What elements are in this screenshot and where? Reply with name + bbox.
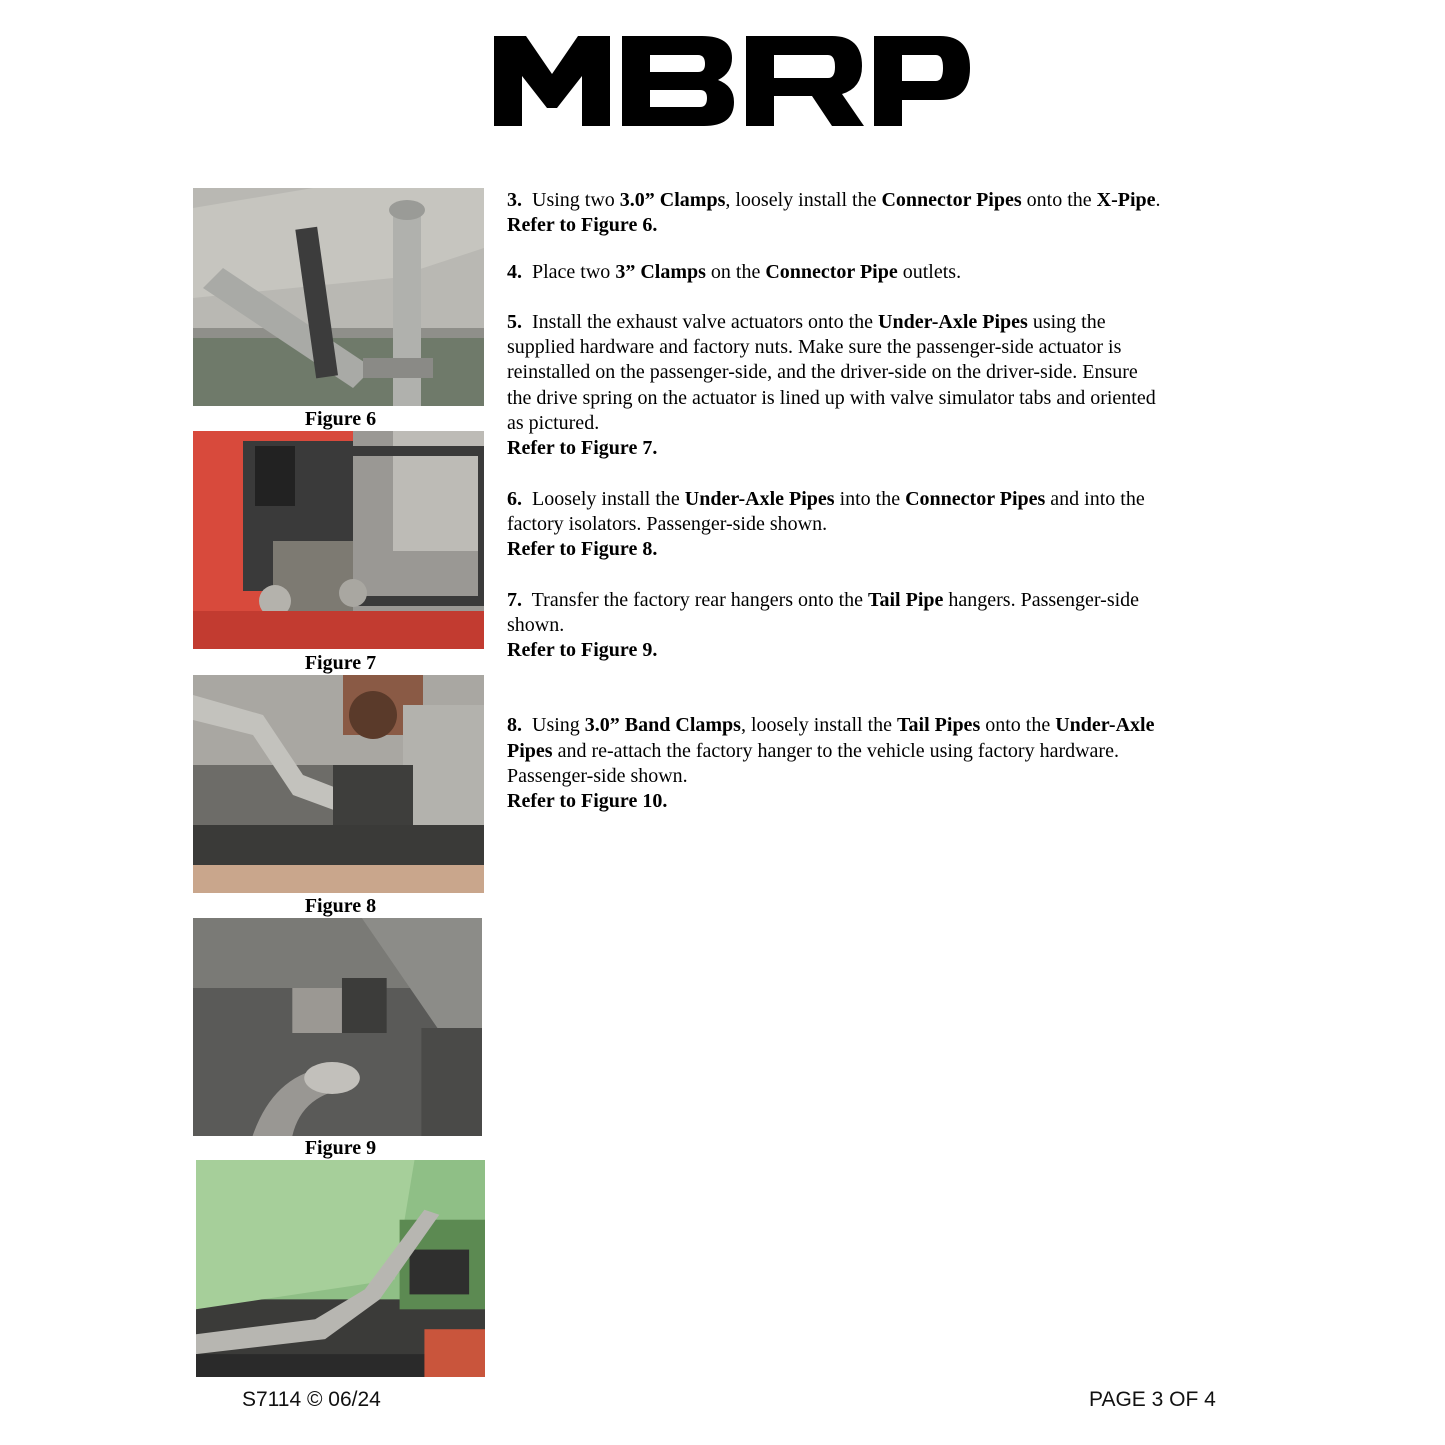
text-segment: and re-attach the factory hanger to the vehicle using factory hardware. Passenger-side shown. <box>507 739 1119 788</box>
figure-7-caption: Figure 7 <box>304 652 377 674</box>
text-segment: Under-Axle Pipes <box>878 310 1028 333</box>
figure-10-photo <box>196 1160 485 1377</box>
text-segment: using the supplied hardware and factory nuts. Make sure the passenger-side actuator is reinstalled on the passenger-side, and the driver-side on the driver-side. Ensure the drive spring on the actuator is lined up with valve simulator tabs and oriented as pictured. <box>507 310 1156 435</box>
figure-reference: Refer to Figure 9. <box>507 639 658 662</box>
page-number: PAGE 3 OF 4 <box>1089 1388 1216 1411</box>
mbrp-logo <box>494 36 970 126</box>
text-segment: Using two <box>532 189 620 211</box>
step-text <box>507 310 1157 462</box>
figure-6-photo <box>193 188 484 406</box>
figure-8-photo <box>193 675 484 893</box>
step-text <box>507 188 1197 239</box>
step-number: 6. <box>507 487 522 510</box>
text-segment: Loosely install the <box>532 487 685 510</box>
text-segment: Place two <box>532 260 616 283</box>
text-segment: onto the <box>980 714 1056 737</box>
step-3 <box>507 188 1197 239</box>
instruction-steps <box>507 188 1197 815</box>
step-7 <box>507 588 1187 664</box>
text-segment: Tail Pipes <box>897 714 981 737</box>
text-segment: , loosely install the <box>725 189 882 211</box>
figure-7-photo <box>193 431 484 649</box>
figure-8-caption: Figure 8 <box>304 895 377 917</box>
step-number: 3. <box>507 189 522 211</box>
text-segment: 3.0” Clamps <box>619 189 726 211</box>
figure-reference: Refer to Figure 6. <box>507 214 658 237</box>
text-segment: X-Pipe <box>1096 189 1156 211</box>
step-number: 8. <box>507 714 522 737</box>
step-text <box>507 487 1157 563</box>
step-8 <box>507 713 1197 814</box>
text-segment: Under-Axle Pipes <box>507 714 1155 762</box>
text-segment: Under-Axle Pipes <box>684 487 835 510</box>
figure-9-photo <box>193 918 482 1136</box>
text-segment: Install the exhaust valve actuators onto the <box>532 310 879 333</box>
step-text <box>507 260 1197 285</box>
text-segment: into the <box>834 487 906 510</box>
text-segment: onto the <box>1021 189 1097 211</box>
text-segment: Connector Pipe <box>765 260 898 283</box>
step-number: 4. <box>507 260 522 283</box>
text-segment: and into the factory isolators. Passenger-side shown. <box>507 487 1145 535</box>
step-text <box>507 588 1187 664</box>
figure-reference: Refer to Figure 10. <box>507 790 668 813</box>
step-4 <box>507 260 1197 285</box>
text-segment: . <box>1155 189 1161 211</box>
text-segment: Connector Pipes <box>881 189 1022 211</box>
text-segment: Transfer the factory rear hangers onto the <box>531 588 868 611</box>
text-segment: outlets. <box>897 260 962 283</box>
text-segment: hangers. Passenger-side shown. <box>507 588 1140 636</box>
text-segment: , loosely install the <box>740 714 898 737</box>
text-segment: Connector Pipes <box>905 487 1046 510</box>
text-segment: on the <box>705 260 766 283</box>
figure-9-caption: Figure 9 <box>304 1137 377 1159</box>
step-6 <box>507 487 1157 563</box>
figure-reference: Refer to Figure 7. <box>507 437 658 460</box>
text-segment: 3” Clamps <box>615 260 706 283</box>
document-code: S7114 © 06/24 <box>242 1388 381 1411</box>
step-5 <box>507 310 1157 462</box>
text-segment: 3.0” Band Clamps <box>584 714 741 737</box>
figure-reference: Refer to Figure 8. <box>507 538 658 561</box>
text-segment: Tail Pipe <box>868 588 944 611</box>
step-number: 7. <box>507 588 522 611</box>
step-text <box>507 713 1197 814</box>
step-number: 5. <box>507 310 522 333</box>
figure-6-caption: Figure 6 <box>304 408 377 430</box>
text-segment: Using <box>532 714 585 737</box>
